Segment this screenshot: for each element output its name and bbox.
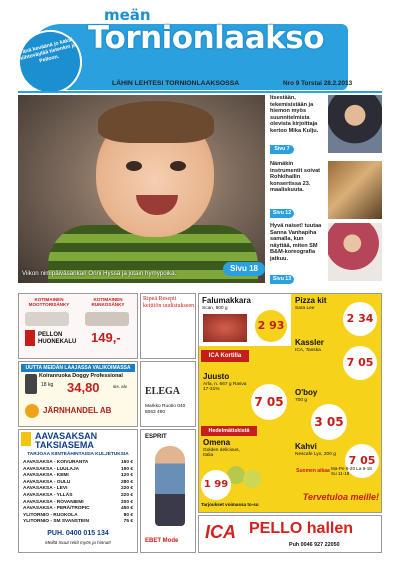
ica-card-badge: ICA Kortilla bbox=[201, 350, 249, 362]
masthead-title[interactable]: Tornionlaakso bbox=[88, 20, 325, 56]
fare-route: AAVASAKSA - ROVANIEMI bbox=[23, 499, 84, 505]
apple-image bbox=[243, 470, 261, 488]
opening-hours: Ma-Pe 9-20 La 9-18 Su 11-18 bbox=[331, 466, 372, 477]
item-price: 3 05 bbox=[311, 404, 347, 440]
item-price: 7 05 bbox=[251, 384, 287, 420]
item-price: 1 99 bbox=[201, 470, 231, 500]
hours-label: Suomen aikaa bbox=[296, 468, 330, 474]
store-phone[interactable]: Puh 0046 927 22050 bbox=[289, 542, 340, 548]
ad-brand: PELLON HUONEKALU bbox=[38, 332, 77, 345]
photo-eye-left bbox=[126, 161, 142, 171]
store-logo-icon bbox=[25, 404, 39, 418]
fare-price: 450 € bbox=[120, 506, 133, 512]
story-thumbnail bbox=[328, 161, 382, 219]
ad-resepti[interactable] bbox=[140, 293, 196, 359]
ad-weight: 18 kg bbox=[41, 382, 54, 388]
ad-store: EBET Mode bbox=[145, 538, 179, 544]
fare-price: 200 € bbox=[120, 499, 133, 505]
brand-logo-icon bbox=[25, 330, 35, 346]
welcome-text: Tervetuloa meille! bbox=[302, 492, 379, 502]
page-link[interactable]: Sivu 13 bbox=[270, 275, 294, 284]
story-1[interactable] bbox=[270, 95, 382, 159]
photo-hair bbox=[98, 101, 214, 143]
fare-price: 120 € bbox=[120, 473, 133, 479]
fare-row bbox=[23, 460, 133, 467]
ica-logo: ICA bbox=[205, 522, 236, 542]
item-name: Falumakkara bbox=[202, 296, 251, 305]
item-sub: Arla, n. 667 g Rasva 17-31% bbox=[203, 382, 247, 392]
item-name: O'boy bbox=[295, 388, 318, 397]
page-link-18[interactable]: Sivu 18 bbox=[223, 262, 265, 276]
fare-row bbox=[23, 519, 133, 526]
fare-price: 75 € bbox=[123, 519, 133, 525]
model-image bbox=[155, 446, 185, 526]
story-text: Itsestään, tekemisistään ja hiemon myös suunnitelmista olevista kirjoittaja kertoo Mika Kulju. bbox=[270, 95, 319, 134]
ad-contact: Markko Ruotio 040 8063 490 bbox=[145, 404, 186, 415]
story-text: Hyvä naiset! tuutaa Sanna Vanhapiha samalla, kun näyttää, miten SM B&M-koreografia jatkuu. bbox=[270, 223, 322, 262]
fare-route: AAVASAKSA - KEMI bbox=[23, 473, 69, 479]
fare-price: 220 € bbox=[120, 492, 133, 498]
fare-route: AAVASAKSA - KOIVURANTA bbox=[23, 460, 89, 465]
ad-heading: UUTTA MEIDÄN LAAJASSA VALIKOIMASSA bbox=[21, 364, 135, 372]
item-name: Kahvi bbox=[295, 442, 317, 451]
promo-badge: Tänä keväänä jo kaksi hiihtoväylää tietenkin ja Pelloon. bbox=[11, 23, 89, 101]
story-2[interactable] bbox=[270, 161, 382, 221]
page-link[interactable]: Sivu 12 bbox=[270, 209, 294, 218]
fare-price: 220 € bbox=[120, 486, 133, 492]
fare-row bbox=[23, 493, 133, 500]
ad-taksiasema[interactable] bbox=[18, 429, 138, 553]
bed-image bbox=[25, 312, 69, 326]
item-price: 7 05 bbox=[343, 346, 377, 380]
ad-brand: JÄRNHANDEL AB bbox=[43, 406, 112, 415]
ad-heading: AAVASAKSAN TAKSIASEMA bbox=[35, 431, 98, 450]
fare-route: AAVASAKSA - PERÄ/TROPIC bbox=[23, 506, 90, 512]
bed-image bbox=[85, 312, 129, 326]
photo-eye-right bbox=[170, 161, 186, 171]
story-thumbnail bbox=[328, 223, 382, 281]
photo-caption: Viikon nimipäiväsankari Onni Hyssä ja jotain hymypoika. bbox=[22, 270, 177, 277]
ad-ica-grocery[interactable] bbox=[198, 293, 382, 513]
dog-food-bag-icon bbox=[25, 374, 37, 394]
ad-jarnhandel[interactable] bbox=[18, 361, 138, 427]
divider bbox=[18, 91, 382, 93]
ad-brand: ELEGA bbox=[145, 386, 181, 397]
ad-heading: Ripeä Resepti keittiön uudistukseen bbox=[143, 296, 195, 309]
item-name: Kassler bbox=[295, 338, 324, 347]
ad-pellon-huonekalu[interactable] bbox=[18, 293, 138, 359]
fare-route: AAVASAKSA - LEVI bbox=[23, 486, 68, 492]
item-name: Juusto bbox=[203, 372, 230, 381]
fare-row bbox=[23, 486, 133, 493]
story-thumbnail bbox=[328, 95, 382, 153]
taxi-sign-icon bbox=[21, 432, 31, 446]
item-panel bbox=[199, 294, 291, 346]
fare-route: AAVASAKSA - LUULAJA bbox=[23, 466, 80, 472]
item-sub: 700 g bbox=[295, 398, 308, 403]
item-price: 2 93 bbox=[255, 310, 287, 342]
ad-heading: KOTIMAINEN MOOTTORISÄNKY bbox=[28, 297, 70, 308]
story-text: Nämäkin instrumentit soivat Rohkihallin konsertissa 23. maaliskuuta. bbox=[270, 161, 321, 194]
ad-slogan: Meiltä muut reitit myös ja hinnat! bbox=[45, 540, 111, 545]
ad-product: Koiranruoka Doggy Professional bbox=[39, 373, 123, 379]
masthead-prefix: meän bbox=[104, 6, 151, 24]
ad-brand: ESPRIT bbox=[145, 434, 167, 440]
fare-row bbox=[23, 506, 133, 513]
ad-price: 34,80 bbox=[67, 380, 100, 395]
fare-price: 80 € bbox=[123, 512, 133, 518]
ad-subheading: TARJOAA KIINTEÄHINTAISIA KULJETUKSIA bbox=[27, 452, 129, 457]
ica-store-banner[interactable] bbox=[198, 515, 382, 553]
item-sub: Sara Lee bbox=[295, 306, 315, 311]
item-price: 7 05 bbox=[345, 444, 379, 478]
store-name: PELLO hallen bbox=[249, 520, 354, 537]
fare-route: YLITORNIO - RUOKOLA bbox=[23, 512, 78, 518]
ad-fashion[interactable] bbox=[140, 429, 196, 553]
fare-price: 160 € bbox=[120, 460, 133, 465]
fruit-counter-label: Hedelmätiskistä bbox=[201, 426, 257, 436]
fare-price: 190 € bbox=[120, 466, 133, 472]
item-name: Pizza kit bbox=[295, 296, 327, 305]
page-link[interactable]: Sivu 7 bbox=[270, 145, 294, 154]
fare-price: 280 € bbox=[120, 479, 133, 485]
story-3[interactable] bbox=[270, 223, 382, 285]
item-sub: ICA, Tanska bbox=[295, 348, 321, 353]
ad-elega[interactable] bbox=[140, 361, 196, 427]
validity-note: Tarjoukset voimassa to-su bbox=[201, 502, 259, 507]
item-sub: Golden delicious, Italia bbox=[203, 448, 240, 458]
tagline: LÄHIN LEHTESI TORNIONLAAKSOSSA bbox=[112, 80, 240, 87]
fare-route: YLITORNIO - SM SVANSTEIN bbox=[23, 519, 89, 525]
fare-route: AAVASAKSA - YLLÄS bbox=[23, 492, 73, 498]
ad-heading: KOTIMAINEN RUNKOSÄNKY bbox=[91, 297, 125, 308]
ad-price-note: sis. alv bbox=[113, 384, 128, 389]
fare-row bbox=[23, 473, 133, 480]
fare-route: AAVASAKSA - OULU bbox=[23, 479, 71, 485]
sausage-image bbox=[203, 314, 247, 342]
item-price: 2 34 bbox=[343, 302, 377, 336]
ad-phone[interactable]: PUH. 0400 015 134 bbox=[47, 530, 109, 537]
item-sub: Scan, 800 g bbox=[202, 306, 228, 311]
cover-photo[interactable] bbox=[18, 95, 265, 283]
item-sub: Nescafe Lyx, 200 g bbox=[295, 452, 336, 457]
ad-price: 149,- bbox=[91, 330, 121, 345]
issue-date: Nro 9 Torstai 28.2.2013 bbox=[283, 80, 353, 87]
item-name: Omena bbox=[203, 438, 231, 447]
fare-table bbox=[23, 460, 133, 526]
